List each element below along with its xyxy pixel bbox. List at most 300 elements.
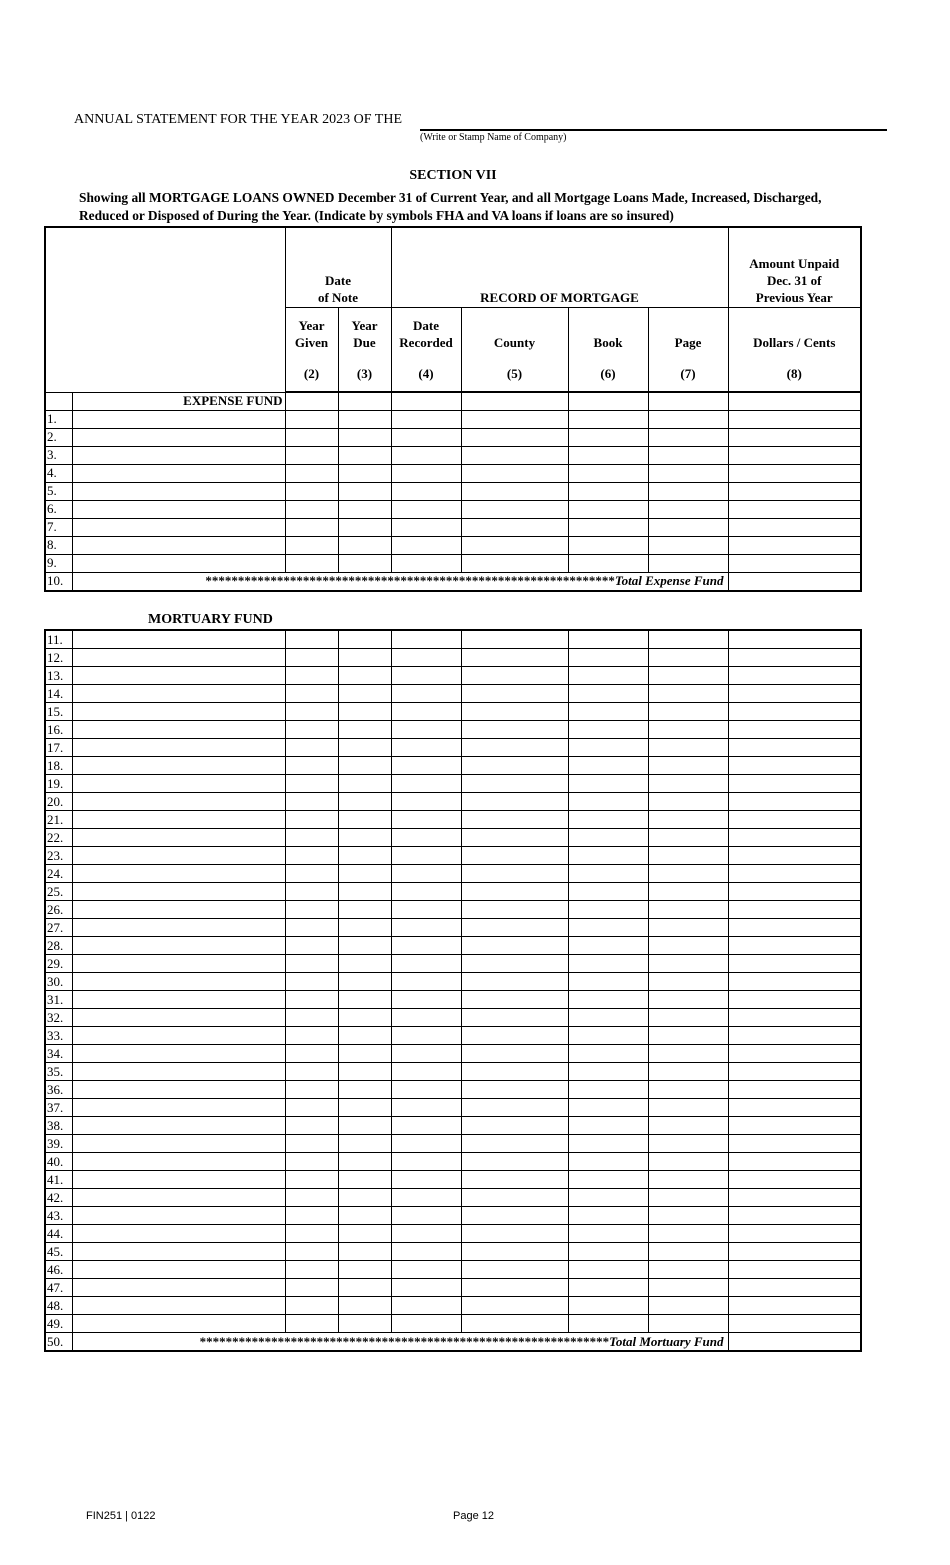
entry-cell[interactable] bbox=[461, 829, 568, 847]
entry-cell[interactable] bbox=[72, 1135, 285, 1153]
entry-cell[interactable] bbox=[461, 955, 568, 973]
entry-cell[interactable] bbox=[648, 775, 728, 793]
entry-cell[interactable] bbox=[391, 775, 461, 793]
entry-cell[interactable] bbox=[391, 1297, 461, 1315]
entry-cell[interactable] bbox=[568, 1027, 648, 1045]
entry-cell[interactable] bbox=[728, 919, 861, 937]
entry-cell[interactable] bbox=[568, 1135, 648, 1153]
entry-cell[interactable] bbox=[728, 955, 861, 973]
entry-cell[interactable] bbox=[72, 847, 285, 865]
entry-cell[interactable] bbox=[648, 793, 728, 811]
entry-cell[interactable] bbox=[72, 554, 285, 572]
entry-cell[interactable] bbox=[391, 937, 461, 955]
entry-cell[interactable] bbox=[728, 685, 861, 703]
entry-cell[interactable] bbox=[338, 428, 391, 446]
entry-cell[interactable] bbox=[648, 1099, 728, 1117]
entry-cell[interactable] bbox=[285, 428, 338, 446]
entry-cell[interactable] bbox=[391, 883, 461, 901]
entry-cell[interactable] bbox=[648, 428, 728, 446]
entry-cell[interactable] bbox=[285, 667, 338, 685]
entry-cell[interactable] bbox=[728, 721, 861, 739]
entry-cell[interactable] bbox=[72, 1081, 285, 1099]
entry-cell[interactable] bbox=[338, 703, 391, 721]
entry-cell[interactable] bbox=[338, 1261, 391, 1279]
entry-cell[interactable] bbox=[461, 1063, 568, 1081]
entry-cell[interactable] bbox=[72, 410, 285, 428]
entry-cell[interactable] bbox=[285, 829, 338, 847]
entry-cell[interactable] bbox=[391, 1171, 461, 1189]
entry-cell[interactable] bbox=[391, 536, 461, 554]
entry-cell[interactable] bbox=[338, 973, 391, 991]
entry-cell[interactable] bbox=[728, 1081, 861, 1099]
entry-cell[interactable] bbox=[728, 1135, 861, 1153]
entry-cell[interactable] bbox=[338, 739, 391, 757]
entry-cell[interactable] bbox=[728, 428, 861, 446]
entry-cell[interactable] bbox=[391, 865, 461, 883]
entry-cell[interactable] bbox=[285, 901, 338, 919]
company-name-line[interactable] bbox=[420, 129, 887, 131]
entry-cell[interactable] bbox=[568, 1081, 648, 1099]
entry-cell[interactable] bbox=[338, 847, 391, 865]
entry-cell[interactable] bbox=[461, 901, 568, 919]
entry-cell[interactable] bbox=[338, 901, 391, 919]
entry-cell[interactable] bbox=[648, 1153, 728, 1171]
entry-cell[interactable] bbox=[391, 428, 461, 446]
entry-cell[interactable] bbox=[568, 775, 648, 793]
entry-cell[interactable] bbox=[568, 865, 648, 883]
entry-cell[interactable] bbox=[72, 536, 285, 554]
entry-cell[interactable] bbox=[285, 1279, 338, 1297]
entry-cell[interactable] bbox=[285, 775, 338, 793]
entry-cell[interactable] bbox=[338, 410, 391, 428]
entry-cell[interactable] bbox=[461, 1045, 568, 1063]
entry-cell[interactable] bbox=[391, 847, 461, 865]
entry-cell[interactable] bbox=[338, 1315, 391, 1333]
entry-cell[interactable] bbox=[648, 685, 728, 703]
entry-cell[interactable] bbox=[72, 955, 285, 973]
entry-cell[interactable] bbox=[338, 500, 391, 518]
entry-cell[interactable] bbox=[461, 554, 568, 572]
entry-cell[interactable] bbox=[285, 1243, 338, 1261]
entry-cell[interactable] bbox=[568, 703, 648, 721]
entry-cell[interactable] bbox=[728, 554, 861, 572]
entry-cell[interactable] bbox=[72, 1063, 285, 1081]
entry-cell[interactable] bbox=[728, 973, 861, 991]
entry-cell[interactable] bbox=[285, 1297, 338, 1315]
entry-cell[interactable] bbox=[338, 775, 391, 793]
entry-cell[interactable] bbox=[461, 500, 568, 518]
entry-cell[interactable] bbox=[461, 1027, 568, 1045]
entry-cell[interactable] bbox=[285, 446, 338, 464]
entry-cell[interactable] bbox=[728, 1099, 861, 1117]
entry-cell[interactable] bbox=[72, 901, 285, 919]
entry-cell[interactable] bbox=[338, 865, 391, 883]
entry-cell[interactable] bbox=[568, 1315, 648, 1333]
entry-cell[interactable] bbox=[568, 883, 648, 901]
entry-cell[interactable] bbox=[728, 536, 861, 554]
entry-cell[interactable] bbox=[72, 1261, 285, 1279]
entry-cell[interactable] bbox=[728, 1279, 861, 1297]
entry-cell[interactable] bbox=[461, 1135, 568, 1153]
entry-cell[interactable] bbox=[728, 775, 861, 793]
entry-cell[interactable] bbox=[72, 1099, 285, 1117]
entry-cell[interactable] bbox=[648, 518, 728, 536]
entry-cell[interactable] bbox=[285, 1117, 338, 1135]
entry-cell[interactable] bbox=[568, 464, 648, 482]
entry-cell[interactable] bbox=[648, 536, 728, 554]
entry-cell[interactable] bbox=[728, 1207, 861, 1225]
entry-cell[interactable] bbox=[728, 446, 861, 464]
entry-cell[interactable] bbox=[391, 973, 461, 991]
entry-cell[interactable] bbox=[648, 1171, 728, 1189]
entry-cell[interactable] bbox=[72, 793, 285, 811]
entry-cell[interactable] bbox=[391, 1207, 461, 1225]
entry-cell[interactable] bbox=[461, 919, 568, 937]
entry-cell[interactable] bbox=[72, 757, 285, 775]
entry-cell[interactable] bbox=[338, 991, 391, 1009]
entry-cell[interactable] bbox=[338, 1063, 391, 1081]
entry-cell[interactable] bbox=[72, 1027, 285, 1045]
entry-cell[interactable] bbox=[72, 446, 285, 464]
entry-cell[interactable] bbox=[391, 991, 461, 1009]
entry-cell[interactable] bbox=[728, 829, 861, 847]
entry-cell[interactable] bbox=[285, 1261, 338, 1279]
entry-cell[interactable] bbox=[391, 554, 461, 572]
entry-cell[interactable] bbox=[391, 829, 461, 847]
entry-cell[interactable] bbox=[338, 685, 391, 703]
entry-cell[interactable] bbox=[285, 937, 338, 955]
entry-cell[interactable] bbox=[338, 554, 391, 572]
entry-cell[interactable] bbox=[728, 811, 861, 829]
entry-cell[interactable] bbox=[568, 829, 648, 847]
entry-cell[interactable] bbox=[391, 919, 461, 937]
entry-cell[interactable] bbox=[338, 1189, 391, 1207]
entry-cell[interactable] bbox=[461, 1279, 568, 1297]
entry-cell[interactable] bbox=[461, 630, 568, 649]
entry-cell[interactable] bbox=[72, 1189, 285, 1207]
entry-cell[interactable] bbox=[568, 1261, 648, 1279]
entry-cell[interactable] bbox=[391, 685, 461, 703]
entry-cell[interactable] bbox=[285, 721, 338, 739]
entry-cell[interactable] bbox=[285, 919, 338, 937]
entry-cell[interactable] bbox=[391, 1279, 461, 1297]
entry-cell[interactable] bbox=[648, 1243, 728, 1261]
entry-cell[interactable] bbox=[728, 1027, 861, 1045]
entry-cell[interactable] bbox=[728, 703, 861, 721]
entry-cell[interactable] bbox=[338, 1099, 391, 1117]
entry-cell[interactable] bbox=[72, 630, 285, 649]
entry-cell[interactable] bbox=[285, 1171, 338, 1189]
entry-cell[interactable] bbox=[285, 991, 338, 1009]
entry-cell[interactable] bbox=[568, 446, 648, 464]
entry-cell[interactable] bbox=[461, 1243, 568, 1261]
entry-cell[interactable] bbox=[568, 428, 648, 446]
entry-cell[interactable] bbox=[461, 721, 568, 739]
entry-cell[interactable] bbox=[461, 1207, 568, 1225]
entry-cell[interactable] bbox=[648, 847, 728, 865]
entry-cell[interactable] bbox=[461, 410, 568, 428]
entry-cell[interactable] bbox=[728, 667, 861, 685]
entry-cell[interactable] bbox=[338, 1279, 391, 1297]
entry-cell[interactable] bbox=[72, 991, 285, 1009]
entry-cell[interactable] bbox=[568, 1297, 648, 1315]
entry-cell[interactable] bbox=[461, 482, 568, 500]
entry-cell[interactable] bbox=[285, 1081, 338, 1099]
entry-cell[interactable] bbox=[461, 757, 568, 775]
entry-cell[interactable] bbox=[568, 1153, 648, 1171]
entry-cell[interactable] bbox=[461, 1225, 568, 1243]
entry-cell[interactable] bbox=[648, 1315, 728, 1333]
entry-cell[interactable] bbox=[648, 410, 728, 428]
entry-cell[interactable] bbox=[648, 1297, 728, 1315]
entry-cell[interactable] bbox=[568, 685, 648, 703]
entry-cell[interactable] bbox=[338, 536, 391, 554]
entry-cell[interactable] bbox=[461, 1297, 568, 1315]
entry-cell[interactable] bbox=[72, 1315, 285, 1333]
entry-cell[interactable] bbox=[72, 1297, 285, 1315]
entry-cell[interactable] bbox=[285, 757, 338, 775]
entry-cell[interactable] bbox=[391, 1099, 461, 1117]
entry-cell[interactable] bbox=[648, 1081, 728, 1099]
entry-cell[interactable] bbox=[338, 919, 391, 937]
entry-cell[interactable] bbox=[338, 1207, 391, 1225]
entry-cell[interactable] bbox=[568, 1189, 648, 1207]
entry-cell[interactable] bbox=[648, 919, 728, 937]
entry-cell[interactable] bbox=[728, 847, 861, 865]
entry-cell[interactable] bbox=[568, 847, 648, 865]
entry-cell[interactable] bbox=[461, 685, 568, 703]
entry-cell[interactable] bbox=[568, 1225, 648, 1243]
entry-cell[interactable] bbox=[285, 739, 338, 757]
entry-cell[interactable] bbox=[338, 1153, 391, 1171]
entry-cell[interactable] bbox=[461, 1261, 568, 1279]
entry-cell[interactable] bbox=[285, 649, 338, 667]
entry-cell[interactable] bbox=[648, 1063, 728, 1081]
entry-cell[interactable] bbox=[648, 630, 728, 649]
entry-cell[interactable] bbox=[285, 1009, 338, 1027]
entry-cell[interactable] bbox=[72, 482, 285, 500]
entry-cell[interactable] bbox=[338, 649, 391, 667]
entry-cell[interactable] bbox=[648, 829, 728, 847]
entry-cell[interactable] bbox=[391, 649, 461, 667]
entry-cell[interactable] bbox=[338, 1135, 391, 1153]
entry-cell[interactable] bbox=[72, 1045, 285, 1063]
entry-cell[interactable] bbox=[72, 428, 285, 446]
entry-cell[interactable] bbox=[338, 1243, 391, 1261]
entry-cell[interactable] bbox=[72, 1153, 285, 1171]
entry-cell[interactable] bbox=[72, 973, 285, 991]
entry-cell[interactable] bbox=[391, 518, 461, 536]
entry-cell[interactable] bbox=[728, 739, 861, 757]
entry-cell[interactable] bbox=[728, 865, 861, 883]
entry-cell[interactable] bbox=[648, 991, 728, 1009]
entry-cell[interactable] bbox=[72, 685, 285, 703]
entry-cell[interactable] bbox=[568, 1009, 648, 1027]
entry-cell[interactable] bbox=[568, 739, 648, 757]
entry-cell[interactable] bbox=[338, 955, 391, 973]
entry-cell[interactable] bbox=[391, 630, 461, 649]
entry-cell[interactable] bbox=[568, 410, 648, 428]
entry-cell[interactable] bbox=[72, 1243, 285, 1261]
entry-cell[interactable] bbox=[728, 1225, 861, 1243]
entry-cell[interactable] bbox=[568, 1099, 648, 1117]
entry-cell[interactable] bbox=[285, 1063, 338, 1081]
entry-cell[interactable] bbox=[391, 1261, 461, 1279]
entry-cell[interactable] bbox=[338, 1297, 391, 1315]
entry-cell[interactable] bbox=[72, 829, 285, 847]
entry-cell[interactable] bbox=[648, 703, 728, 721]
entry-cell[interactable] bbox=[461, 973, 568, 991]
entry-cell[interactable] bbox=[285, 793, 338, 811]
entry-cell[interactable] bbox=[461, 1009, 568, 1027]
entry-cell[interactable] bbox=[728, 1171, 861, 1189]
entry-cell[interactable] bbox=[648, 446, 728, 464]
entry-cell[interactable] bbox=[461, 1171, 568, 1189]
entry-cell[interactable] bbox=[391, 703, 461, 721]
entry-cell[interactable] bbox=[285, 1135, 338, 1153]
entry-cell[interactable] bbox=[391, 446, 461, 464]
entry-cell[interactable] bbox=[391, 482, 461, 500]
entry-cell[interactable] bbox=[461, 847, 568, 865]
entry-cell[interactable] bbox=[391, 739, 461, 757]
entry-cell[interactable] bbox=[391, 500, 461, 518]
entry-cell[interactable] bbox=[338, 482, 391, 500]
entry-cell[interactable] bbox=[568, 937, 648, 955]
entry-cell[interactable] bbox=[728, 1117, 861, 1135]
entry-cell[interactable] bbox=[285, 630, 338, 649]
entry-cell[interactable] bbox=[391, 1009, 461, 1027]
entry-cell[interactable] bbox=[72, 1225, 285, 1243]
entry-cell[interactable] bbox=[728, 410, 861, 428]
entry-cell[interactable] bbox=[568, 955, 648, 973]
entry-cell[interactable] bbox=[391, 1045, 461, 1063]
entry-cell[interactable] bbox=[285, 703, 338, 721]
entry-cell[interactable] bbox=[728, 1243, 861, 1261]
entry-cell[interactable] bbox=[391, 464, 461, 482]
entry-cell[interactable] bbox=[648, 482, 728, 500]
entry-cell[interactable] bbox=[461, 1099, 568, 1117]
entry-cell[interactable] bbox=[391, 1189, 461, 1207]
entry-cell[interactable] bbox=[391, 811, 461, 829]
entry-cell[interactable] bbox=[648, 1027, 728, 1045]
entry-cell[interactable] bbox=[648, 937, 728, 955]
entry-cell[interactable] bbox=[461, 793, 568, 811]
entry-cell[interactable] bbox=[72, 667, 285, 685]
entry-cell[interactable] bbox=[568, 482, 648, 500]
entry-cell[interactable] bbox=[72, 1009, 285, 1027]
entry-cell[interactable] bbox=[648, 1045, 728, 1063]
entry-cell[interactable] bbox=[391, 1135, 461, 1153]
entry-cell[interactable] bbox=[461, 739, 568, 757]
entry-cell[interactable] bbox=[338, 518, 391, 536]
entry-cell[interactable] bbox=[648, 1135, 728, 1153]
entry-cell[interactable] bbox=[568, 901, 648, 919]
entry-cell[interactable] bbox=[285, 865, 338, 883]
entry-cell[interactable] bbox=[338, 1027, 391, 1045]
entry-cell[interactable] bbox=[648, 1207, 728, 1225]
entry-cell[interactable] bbox=[338, 937, 391, 955]
entry-cell[interactable] bbox=[391, 1081, 461, 1099]
entry-cell[interactable] bbox=[461, 536, 568, 554]
entry-cell[interactable] bbox=[285, 464, 338, 482]
entry-cell[interactable] bbox=[728, 649, 861, 667]
entry-cell[interactable] bbox=[728, 793, 861, 811]
entry-cell[interactable] bbox=[285, 1189, 338, 1207]
entry-cell[interactable] bbox=[648, 554, 728, 572]
entry-cell[interactable] bbox=[338, 1117, 391, 1135]
entry-cell[interactable] bbox=[648, 1279, 728, 1297]
entry-cell[interactable] bbox=[285, 500, 338, 518]
entry-cell[interactable] bbox=[391, 1243, 461, 1261]
entry-cell[interactable] bbox=[648, 667, 728, 685]
entry-cell[interactable] bbox=[285, 1315, 338, 1333]
entry-cell[interactable] bbox=[728, 1189, 861, 1207]
entry-cell[interactable] bbox=[728, 518, 861, 536]
entry-cell[interactable] bbox=[285, 811, 338, 829]
entry-cell[interactable] bbox=[648, 865, 728, 883]
entry-cell[interactable] bbox=[338, 811, 391, 829]
entry-cell[interactable] bbox=[728, 1045, 861, 1063]
entry-cell[interactable] bbox=[728, 482, 861, 500]
entry-cell[interactable] bbox=[72, 865, 285, 883]
entry-cell[interactable] bbox=[461, 811, 568, 829]
entry-cell[interactable] bbox=[285, 518, 338, 536]
entry-cell[interactable] bbox=[728, 464, 861, 482]
entry-cell[interactable] bbox=[391, 793, 461, 811]
entry-cell[interactable] bbox=[391, 1225, 461, 1243]
entry-cell[interactable] bbox=[568, 667, 648, 685]
entry-cell[interactable] bbox=[285, 482, 338, 500]
entry-cell[interactable] bbox=[285, 554, 338, 572]
entry-cell[interactable] bbox=[461, 1117, 568, 1135]
entry-cell[interactable] bbox=[285, 847, 338, 865]
entry-cell[interactable] bbox=[461, 1081, 568, 1099]
entry-cell[interactable] bbox=[338, 1171, 391, 1189]
entry-cell[interactable] bbox=[648, 901, 728, 919]
entry-cell[interactable] bbox=[648, 811, 728, 829]
entry-cell[interactable] bbox=[285, 536, 338, 554]
entry-cell[interactable] bbox=[391, 757, 461, 775]
entry-cell[interactable] bbox=[285, 1027, 338, 1045]
entry-cell[interactable] bbox=[568, 973, 648, 991]
entry-cell[interactable] bbox=[338, 1009, 391, 1027]
total-amount-cell[interactable] bbox=[728, 1333, 861, 1352]
entry-cell[interactable] bbox=[72, 739, 285, 757]
entry-cell[interactable] bbox=[648, 1189, 728, 1207]
entry-cell[interactable] bbox=[568, 793, 648, 811]
entry-cell[interactable] bbox=[648, 1009, 728, 1027]
entry-cell[interactable] bbox=[338, 630, 391, 649]
entry-cell[interactable] bbox=[648, 500, 728, 518]
entry-cell[interactable] bbox=[285, 883, 338, 901]
entry-cell[interactable] bbox=[391, 1063, 461, 1081]
entry-cell[interactable] bbox=[338, 667, 391, 685]
entry-cell[interactable] bbox=[338, 1045, 391, 1063]
entry-cell[interactable] bbox=[285, 1099, 338, 1117]
entry-cell[interactable] bbox=[568, 1279, 648, 1297]
entry-cell[interactable] bbox=[338, 446, 391, 464]
entry-cell[interactable] bbox=[648, 649, 728, 667]
entry-cell[interactable] bbox=[648, 1117, 728, 1135]
entry-cell[interactable] bbox=[391, 1153, 461, 1171]
entry-cell[interactable] bbox=[285, 955, 338, 973]
entry-cell[interactable] bbox=[648, 464, 728, 482]
entry-cell[interactable] bbox=[461, 865, 568, 883]
entry-cell[interactable] bbox=[568, 649, 648, 667]
entry-cell[interactable] bbox=[568, 919, 648, 937]
entry-cell[interactable] bbox=[338, 793, 391, 811]
entry-cell[interactable] bbox=[285, 1153, 338, 1171]
